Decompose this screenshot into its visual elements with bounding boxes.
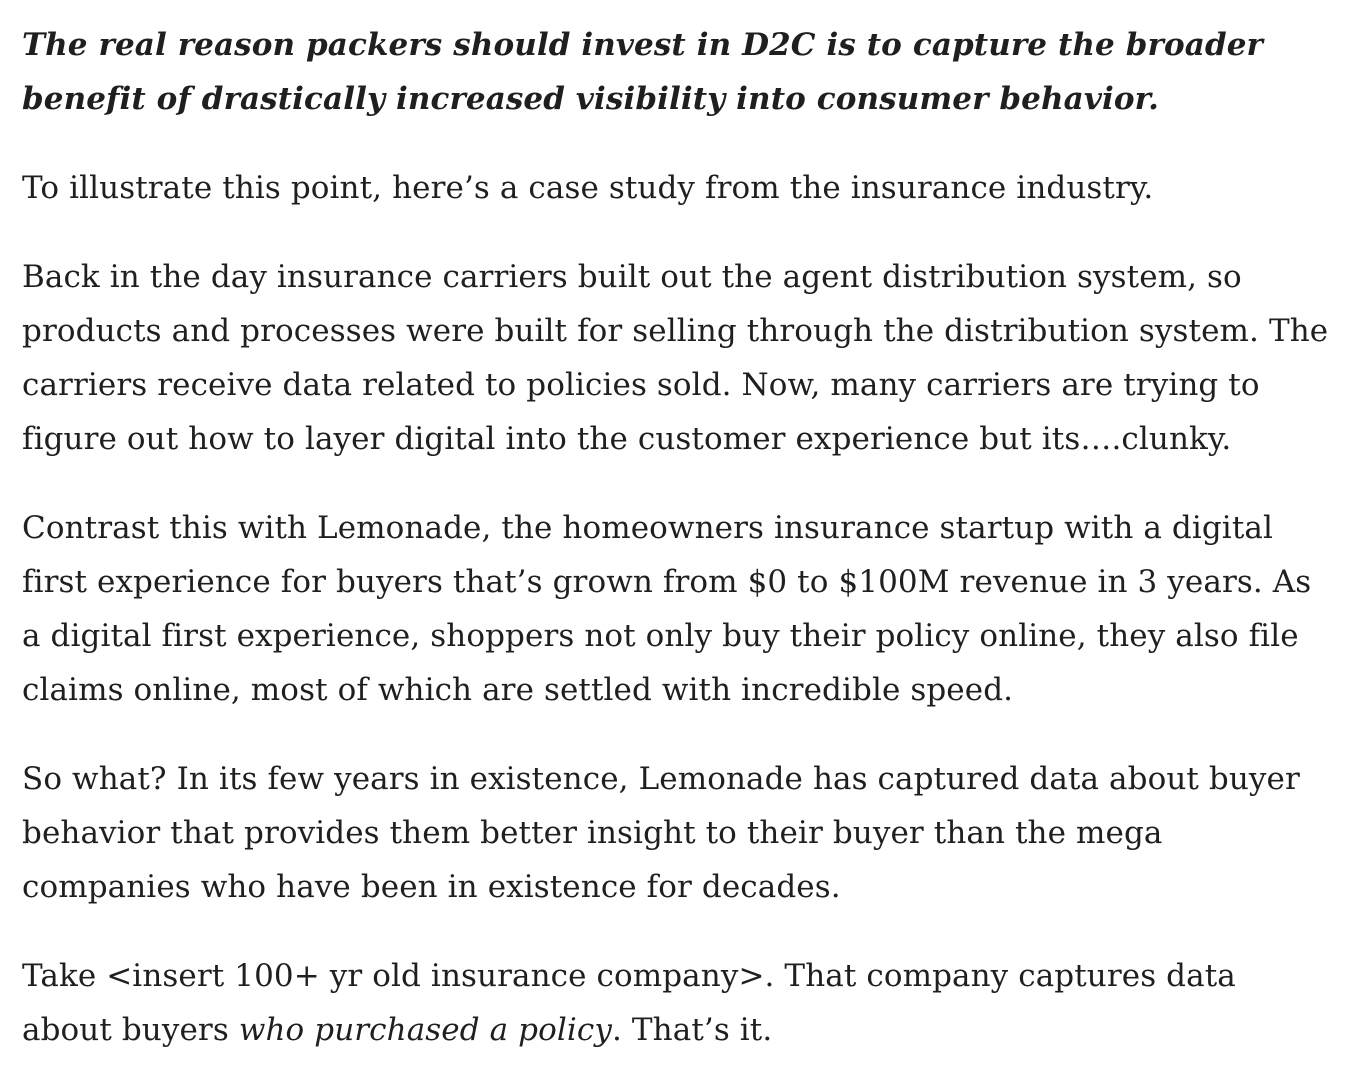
paragraph-so-what: So what? In its few years in existence, Lemonade has captured data about buyer behavior that provides them better insight to their buyer than the mega companies who have been in existence for decades. <box>22 761 1300 905</box>
lead-paragraph: The real reason packers should invest in D2C is to capture the broader benefit of drastically increased visibility into consumer behavior. <box>22 27 1263 117</box>
paragraph-agent-distribution: Back in the day insurance carriers built out the agent distribution system, so products and processes were built for selling through the distribution system. The carriers receive data related to policies sold. Now, many carriers are trying to figure out how to layer digital into the customer experience but its….clunky. <box>22 259 1329 457</box>
paragraph-lemonade-contrast: Contrast this with Lemonade, the homeowners insurance startup with a digital first experience for buyers that’s grown from $0 to $100M revenue in 3 years. As a digital first experience, shoppers not only buy their policy online, they also file claims online, most of which are settled with incredible speed. <box>22 510 1312 708</box>
take-example-emphasis: who purchased a policy <box>238 1012 612 1048</box>
take-example-text: Take <insert 100+ yr old insurance company>. That company captures data about buyers <box>22 958 1236 1048</box>
take-example-end: . That’s it. <box>611 1012 773 1048</box>
paragraph-case-study-intro: To illustrate this point, here’s a case study from the insurance industry. <box>22 170 1154 206</box>
paragraph-take-example <box>22 949 1332 1057</box>
article-body <box>22 18 1332 1092</box>
